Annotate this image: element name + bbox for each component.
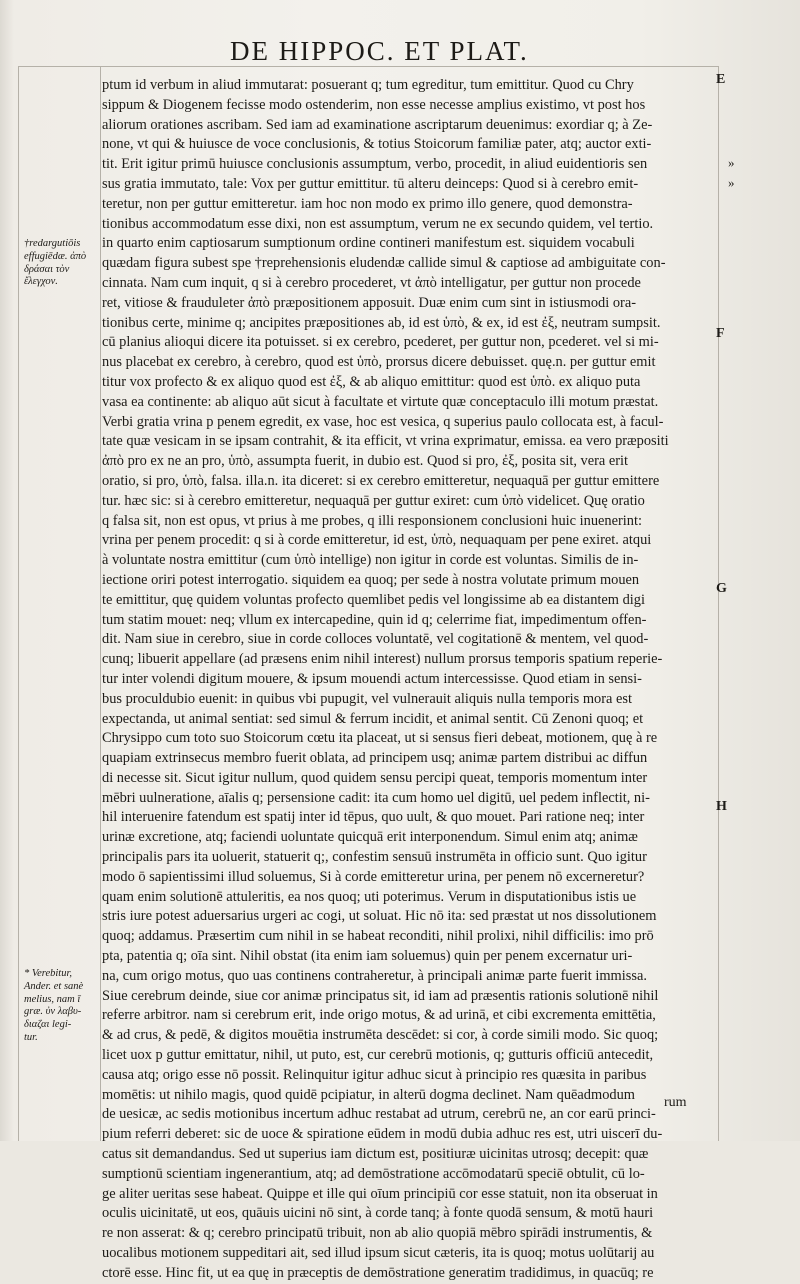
text-line: causa atq; origo esse nō possit. Relinquitur igitur adhuc sicut à principio res quæsita in paribus	[102, 1066, 647, 1083]
text-line: referre arbitror. nam si cerebrum erit, inde origo motus, & ad urinā, et cibi excrementa emittētia,	[102, 1007, 656, 1024]
text-line: ge aliter ueritas sese habeat. Quippe et ille qui oīum principiū cor esse statuit, non ita obseruat in	[102, 1185, 658, 1202]
text-line: titur vox profecto & ex aliquo quod est ἐξ, & ab aliquo emittitur: quod est ὑπὸ. ex aliquo puta	[102, 373, 641, 390]
note-line: effugiēdæ. ἀπὸ	[24, 250, 87, 262]
text-line: tum statim mouet: neq; vllum ex intercapedine, quin id q; celerrime fiat, impedimentum offen-	[102, 611, 647, 628]
text-line: tionibus accommodatum esse dixi, non est assumptum, verum ne ex secundo quidem, vel tertio.	[102, 215, 654, 232]
text-line: q falsa sit, non est opus, vt prius à me probes, q illi responsionem conclusioni huic inuenerint:	[102, 512, 642, 529]
catchword: rum	[664, 1095, 687, 1110]
text-line: none, vt qui & huiusce de voce conclusionis, & totius Stoicorum familiæ pater, atq; auctor exti-	[102, 136, 652, 153]
note-line: melius, nam ī	[24, 993, 81, 1005]
text-line: Siue cerebrum deinde, siue cor animæ principatus sit, id iam ad præsentis rationis solutionē nihil	[102, 987, 659, 1004]
text-line: quapiam extrinsecus membro fuerit oblata, ad principem usq; animæ partem distribui ac diffun	[102, 750, 648, 767]
margin-letter-h: H	[716, 799, 727, 814]
text-line: à voluntate nostra emittitur (cum ὑπὸ intellige) non igitur in corde est voluntas. Similis de in-	[102, 552, 639, 569]
text-line: tate quæ vesicam in se ipsam contrahit, & ita efficit, vt vrina exprimatur, emissa. ea vero præpositi	[102, 433, 669, 450]
note-line: * Verebitur,	[24, 968, 73, 979]
text-line: ret, vitiose & frauduleter ἀπὸ præpositionem apposuit. Duæ enim cum sint in istiusmodi ora-	[102, 294, 636, 311]
note-line: græ. ὐν λαβυ-	[24, 1006, 82, 1018]
text-line: cū planius alioqui dicere ita potuisset. si ex cerebro, pcederet, per guttur non, pcederet. vel si mi-	[102, 334, 659, 351]
quote-mark: »	[728, 175, 735, 190]
text-line: iectione oriri potest interrogatio. siquidem ea quoq; per sede à nostra volutate primum mouen	[102, 571, 640, 588]
margin-letter-g: G	[716, 581, 727, 596]
text-line: Verbi gratia vrina p penem egredit, ex vase, hoc est vesica, q superius paulo collocata est, à facul-	[102, 413, 664, 430]
text-line: de uesicæ, ac sedis motionibus incertum adhuc restabat ad utrum, cerebrū ne, an cor earū princi-	[102, 1106, 656, 1123]
text-line: momētis: ut nihilo magis, quod quidē pcipiatur, in alterū dogma declinet. Nam quēadmodum	[102, 1086, 635, 1103]
text-line: ctorē esse. Hinc fit, ut ea quę in præceptis de demōstratione generatim tradidimus, in quacūq; re	[102, 1264, 654, 1281]
text-line: cunq; libuerit appellare (ad præsens enim nihil interest) nullum prorsus temporis spatium reperie-	[102, 651, 663, 668]
text-line: vrina per penem procedit: q si à corde emitteretur, id est, ὑπὸ, nequaquam per pene exiret. atqui	[102, 532, 652, 549]
text-line: ἀπὸ pro ex ne an pro, ὑπὸ, assumpta fuerit, in dubio est. Quod si pro, ἐξ, posita sit, vera erit	[102, 453, 629, 470]
note-line: tur.	[24, 1031, 38, 1043]
text-line: modo ō sapientissimi illud soluemus, Si à corde emitteretur urina, per penem nō excerneretur?	[102, 868, 645, 885]
text-line: sus gratia immutato, tale: Vox per guttur emittitur. tū alteru deinceps: Quod si à cerebro emit-	[102, 175, 639, 192]
text-line: oculis uicinitatē, ut eos, quāuis uicini nō sint, à corde tanq; à fonte quodā sensum, & motū hauri	[102, 1205, 654, 1222]
note-line: †redargutiōis	[24, 238, 81, 249]
text-line: sumptionū scientiam ingenerantium, atq; ad demōstratione accōmodatarū speciē obtulit, cū lo-	[102, 1165, 645, 1182]
text-line: cinnata. Nam cum inquit, q si à cerebro procederet, vt ἀπὸ intelligatur, per guttur non procede	[102, 274, 641, 291]
text-line: te emittitur, quę quidem voluntas profecto quemlibet pedis vel longissime ab ea distantem digi	[102, 591, 645, 608]
note-line: δράσαι τὸν	[24, 263, 70, 275]
note-line: ἔλεγχον.	[24, 276, 58, 288]
text-line: pta, patentia q; oīa sint. Nihil obstat (ita enim iam soluemus) quin per penem excernatur uri-	[102, 948, 633, 965]
text-line: vasa ea continente: ab aliquo aūt sicut à facultate et virtute quæ conceptaculo illi motum præstat.	[102, 393, 659, 410]
text-line: principalis pars ita uoluerit, statuerit q;, confestim sensuū instrumēta in officio sunt. Quo igitur	[102, 849, 647, 866]
margin-letter-e: E	[716, 72, 726, 87]
text-line: bus proculdubio euenit: in quibus vbi pupugit, vel vulnerauit aliquis nulla temporis mora est	[102, 690, 632, 707]
text-line: pium referri deberet: sic de uoce & spiratione eūdem in modū dubia adhuc res est, utri uiscerī du-	[102, 1126, 663, 1143]
text-line: catus sit demandandus. Sed ut superius iam dictum est, positiuræ uicinitas utrosq; decepit: quæ	[102, 1146, 649, 1163]
text-line: nus placebat ex cerebro, à cerebro, quod est ὑπὸ, prorsus dicere debuisset. quę.n. per guttur emit	[102, 354, 656, 371]
text-line: teretur, non per guttur emitteretur. iam hoc non modo ex primo illo genere, quod demonstra-	[102, 195, 633, 212]
text-line: na, cum origo motus, quo uas continens contraheretur, à principali animæ parte fuerit immissa.	[102, 967, 647, 984]
running-header: DE HIPPOC. ET PLAT.	[230, 36, 529, 66]
text-line: licet uox p guttur emittatur, nihil, ut puto, est, cur cerebrū motionis, q; gutturis officiū antecedit,	[102, 1047, 654, 1064]
right-column-rule	[718, 66, 719, 1141]
text-line: sippum & Diogenem fecisse modo ostenderim, non esse necesse amplius existimo, vt post hos	[102, 96, 646, 113]
text-line: urinæ excretione, atq; faciendi uoluntate quicquā erit interponendum. Simul enim atq; animæ	[102, 829, 638, 846]
body-text	[102, 76, 714, 1284]
text-line: quædam figura subest spe †reprehensionis eludendæ callide simul & captiose ad ambiguitate con-	[102, 255, 666, 272]
text-line: mēbri uulneratione, aīalis q; persensione cadit: ita cum homo uel digitū, uel pedem inflectit, ni-	[102, 789, 650, 806]
text-line: hil interuenire fatendum est spatij inter id tēpus, quo uult, & quo mouet. Pari ratione neq; inter	[102, 809, 645, 826]
text-line: aliorum orationes ascribam. Sed iam ad examinatione ascriptarum deuenimus: exordiar q; à Ze-	[102, 116, 653, 133]
text-line: in quarto enim captiosarum sumptionum ordine contineri manifestum est. siquidem vocabuli	[102, 235, 635, 252]
text-line: Chrysippo cum toto suo Stoicorum cœtu ita placeat, ut si sensus fieri debeat, motionem, quę à re	[102, 730, 658, 747]
margin-letter-f: F	[716, 326, 725, 341]
text-line: tur. hæc sic: si à cerebro emitteretur, nequaquā per guttur exiret: cum ὑπὸ videlicet. Quę oratio	[102, 492, 645, 509]
text-line: dit. Nam siue in cerebro, siue in corde colloces voluntatē, vel cogitationē & mentem, vel quod-	[102, 631, 649, 648]
text-line: re non asserat: & q; cerebro principatū tribuit, non ab alio quopiā mēbro spirādi instrumentis, &	[102, 1225, 653, 1242]
note-line: Ander. et sanè	[24, 980, 84, 992]
quote-mark: »	[728, 155, 735, 170]
outer-margin-rule	[18, 66, 19, 1141]
text-line: tur inter volendi digitum mouere, & ipsum mouendi actum intercessisse. Quod etiam in sensi-	[102, 670, 642, 687]
text-line: stris iure potest aduersarius urgeri ac cogi, ut soluat. Hic nō ita: sed præstat ut nos dissolutionem	[102, 908, 657, 925]
text-line: ptum id verbum in aliud immutarat: posuerant q; tum egreditur, tum emittitur. Quod cu Chry	[102, 77, 634, 93]
text-line: uocalibus motionem suppeditari ait, sed illud ipsum sicut cæteris, ita is quoq; motus uolūtarij au	[102, 1245, 655, 1262]
left-column-rule	[100, 66, 101, 1141]
text-line: di necesse sit. Sicut igitur nullum, quod quidem sensu percipi queat, temporis momentum inter	[102, 769, 648, 786]
text-line: oratio, si pro, ὑπὸ, falsa. illa.n. ita diceret: si ex cerebro emitteretur, nequaquā per guttur emittere	[102, 472, 660, 489]
text-line: expectanda, ut animal sentiat: sed simul & ferrum incidit, et animal sentit. Cū Zenoni quoq; et	[102, 710, 644, 727]
text-line: quoq; addamus. Præsertim cum nihil in se habeat reconditi, nihil prolixi, nihil difficilis: imo prō	[102, 928, 654, 945]
note-line: διαζαι legi-	[24, 1019, 72, 1031]
margin-note-verebitur	[24, 968, 98, 1045]
text-line: quam enim solutionē attuleritis, ea nos quoq; uti poterimus. Verum in disputationibus istis ue	[102, 888, 637, 905]
margin-note-redargutionis	[24, 238, 98, 289]
text-line: & ad crus, & pedē, & digitos mouētia instrumēta descēdet: si cor, à corde simili modo. Sic quoq;	[102, 1027, 659, 1044]
text-line: tionibus certe, minime q; ancipites præpositiones ab, id est ὑπὸ, & ex, id est ἐξ, neutram sumpsit.	[102, 314, 661, 331]
text-line: tit. Erit igitur primū huiusce conclusionis assumptum, verbo, procedit, in aliud euidentioris sen	[102, 156, 648, 173]
